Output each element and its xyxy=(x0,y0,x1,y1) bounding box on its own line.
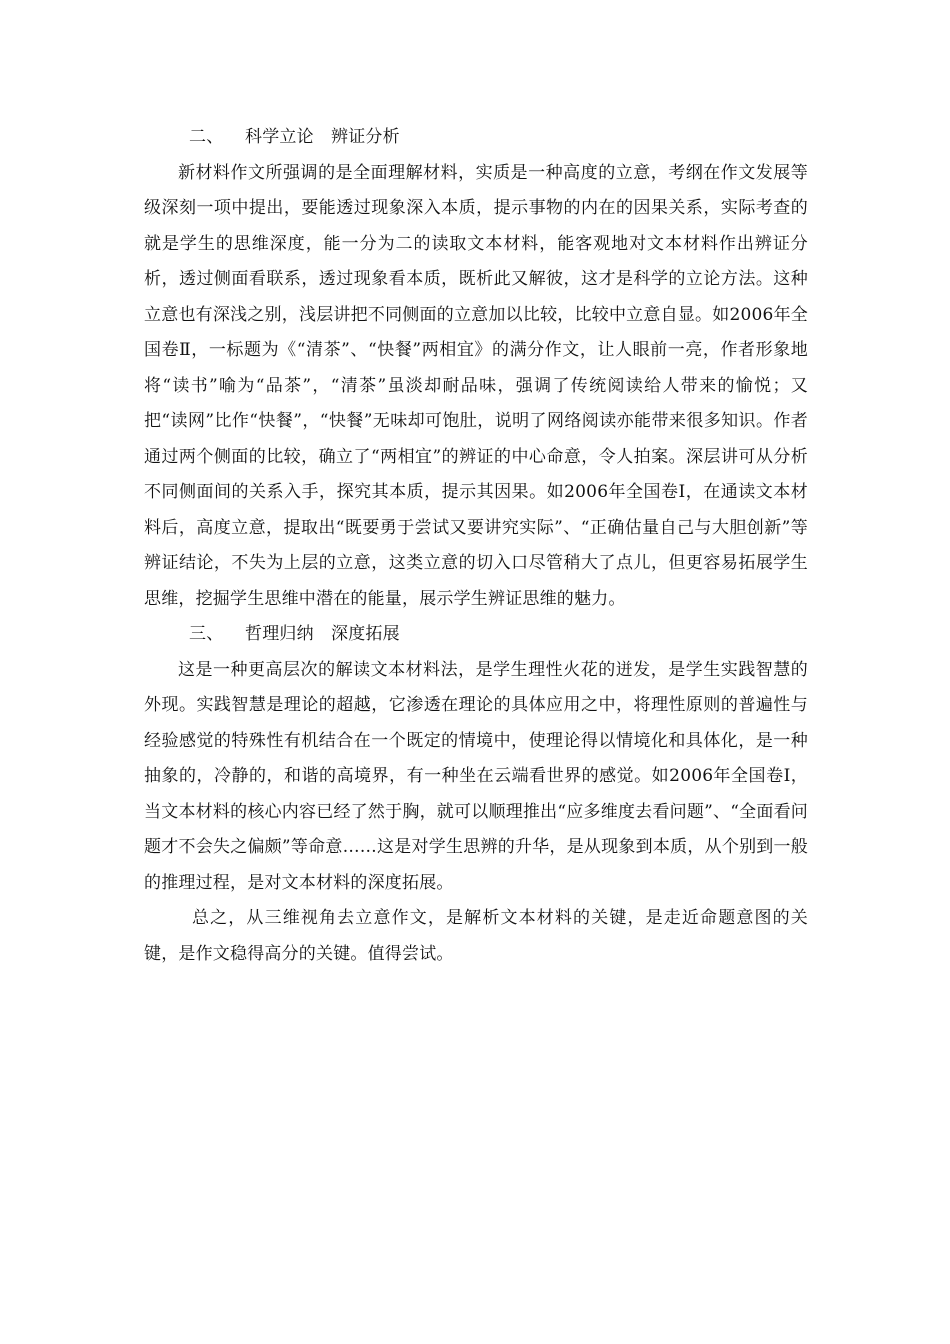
section-title-2: 科学立论 辨证分析 xyxy=(245,127,400,147)
section-heading-2 xyxy=(144,120,808,156)
section-number-2: 二、 xyxy=(189,127,224,147)
section-paragraph-2: 新材料作文所强调的是全面理解材料，实质是一种高度的立意，考纲在作文发展等级深刻一项中提出，要能透过现象深入本质，提示事物的内在的因果关系，实际考查的就是学生的思维深度，能一分为二的读取文本材料，能客观地对文本材料作出辨证分析，透过侧面看联系，透过现象看本质，既析此又解彼，这才是科学的立论方法。这种立意也有深浅之别，浅层讲把不同侧面的立意加以比较，比较中立意自显。如2006年全国卷Ⅱ，一标题为《“清茶”、“快餐”两相宜》的满分作文，让人眼前一亮，作者形象地将“读书”喻为“品茶”，“清茶”虽淡却耐品味，强调了传统阅读给人带来的愉悦；又把“读网”比作“快餐”，“快餐”无味却可饱肚，说明了网络阅读亦能带来很多知识。作者通过两个侧面的比较，确立了“两相宜”的辨证的中心命意，令人拍案。深层讲可从分析不同侧面间的关系入手，探究其本质，提示其因果。如2006年全国卷Ⅰ，在通读文本材料后，高度立意，提取出“既要勇于尝试又要讲究实际”、“正确估量自己与大胆创新”等辨证结论，不失为上层的立意，这类立意的切入口尽管稍大了点儿，但更容易拓展学生思维，挖掘学生思维中潜在的能量，展示学生辨证思维的魅力。 xyxy=(144,162,808,609)
document-body xyxy=(144,120,808,972)
section-number-3: 三、 xyxy=(189,624,224,644)
summary-paragraph: 总之，从三维视角去立意作文，是解析文本材料的关键，是走近命题意图的关键，是作文稳得高分的关键。值得尝试。 xyxy=(144,908,808,964)
section-paragraph-3: 这是一种更高层次的解读文本材料法，是学生理性火花的迸发，是学生实践智慧的外现。实践智慧是理论的超越，它渗透在理论的具体应用之中，将理性原则的普遍性与经验感觉的特殊性有机结合在一个既定的情境中，使理论得以情境化和具体化，是一种抽象的，冷静的，和谐的高境界，有一种坐在云端看世界的感觉。如2006年全国卷Ⅰ，当文本材料的核心内容已经了然于胸，就可以顺理推出“应多维度去看问题”、“全面看问题才不会失之偏颇”等命意……这是对学生思辨的升华，是从现象到本质，从个别到一般的推理过程，是对文本材料的深度拓展。 xyxy=(144,659,808,893)
section-title-3: 哲理归纳 深度拓展 xyxy=(245,624,400,644)
section-heading-3 xyxy=(144,617,808,653)
